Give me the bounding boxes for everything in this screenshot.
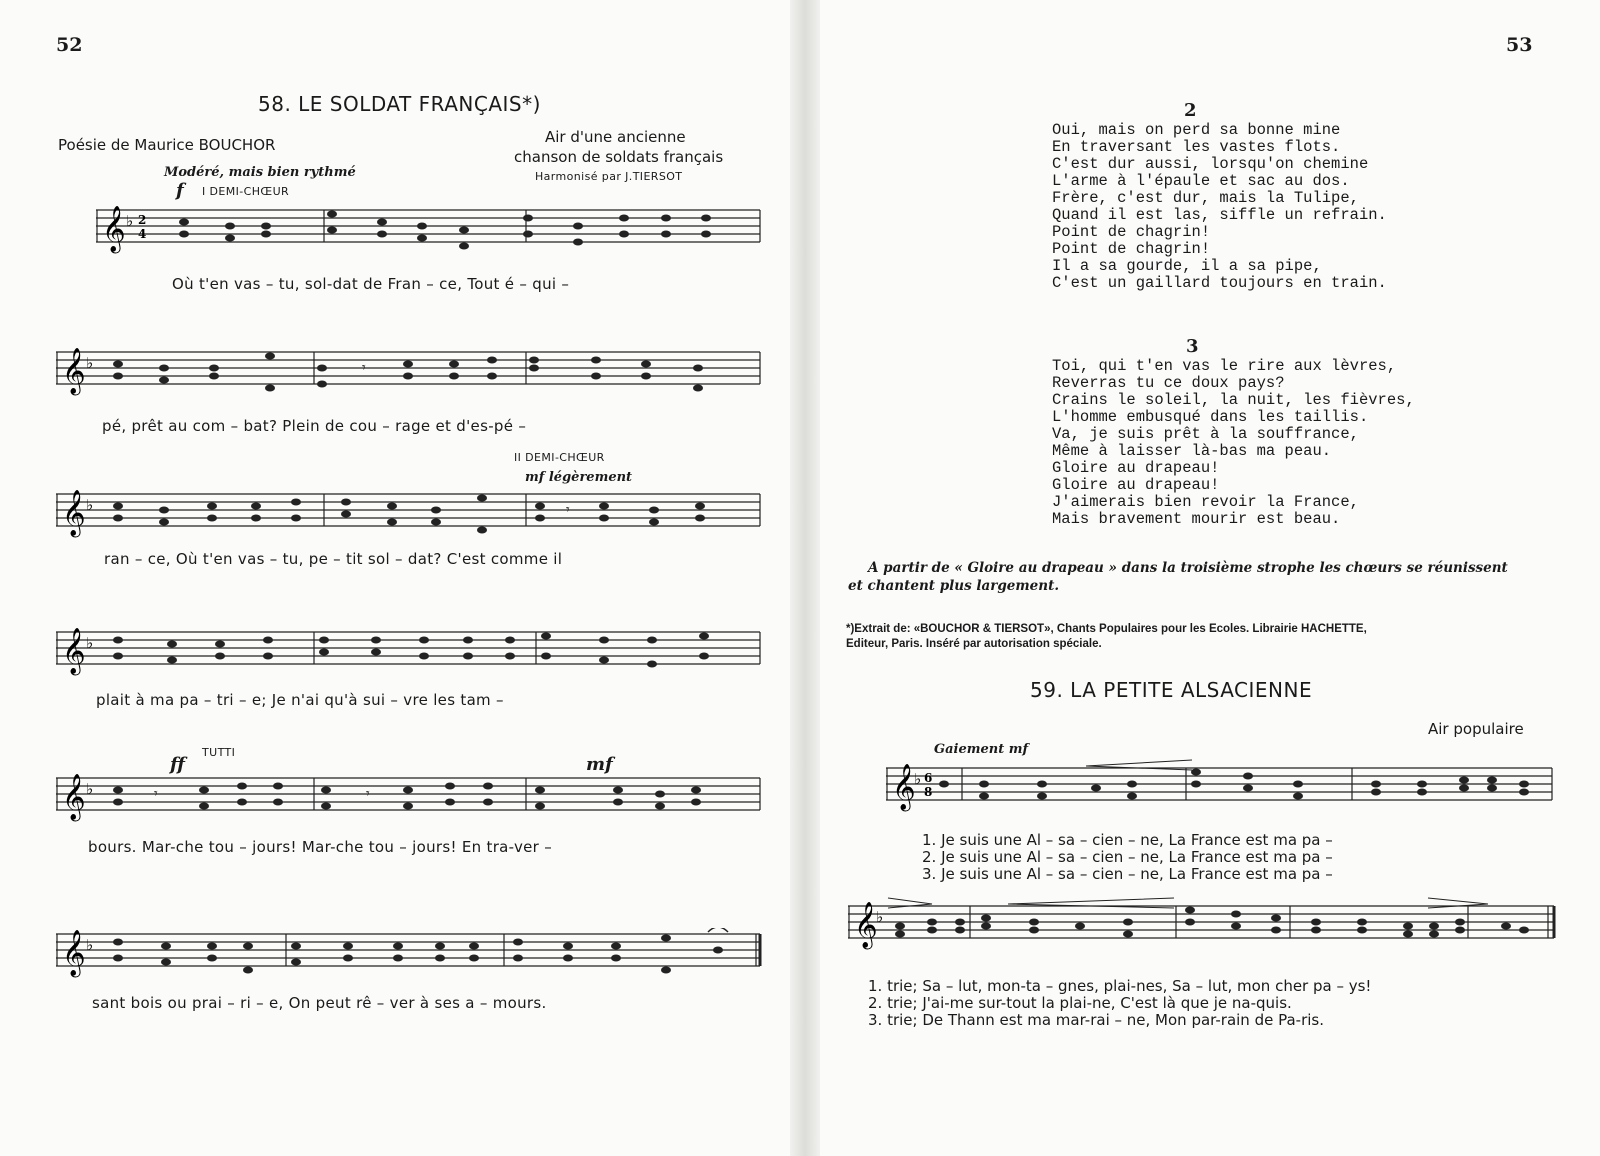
svg-text:♭: ♭ [914,770,922,788]
lyrics-line-2: pé, prêt au com – bat? Plein de cou – rage et d'es-pé – [102,417,527,435]
svg-text:8: 8 [924,785,933,799]
staff-system-3 [56,488,764,538]
svg-text:𝄞: 𝄞 [102,206,126,252]
song2-verse-line: 1. trie; Sa – lut, mon-ta – gnes, plai-nes, Sa – lut, mon cher pa – ys! [868,977,1372,995]
chorus-note [848,559,1508,595]
svg-text:𝄾: 𝄾 [154,786,158,802]
song2-lyrics-system-1 [922,832,1333,883]
svg-text:𝄾: 𝄾 [362,360,366,376]
song2-verse-line: 2. Je suis une Al – sa – cien – ne, La France est ma pa – [922,848,1333,866]
lyrics-line-5: bours. Mar-che tou – jours! Mar-che tou – jours! En tra-ver – [88,838,553,856]
right-page-number: 53 [1506,34,1533,56]
stanza-3 [1052,358,1415,528]
song2-staff-system-2 [848,896,1558,956]
svg-text:𝄞: 𝄞 [854,902,878,948]
dynamic-fortissimo: ff [170,754,185,775]
footnote [846,622,1367,652]
air-line-2: chanson de soldats français [514,148,724,166]
lyrics-line-6: sant bois ou prai – ri – e, On peut rê – ver à ses a – mours. [92,994,547,1012]
song2-verse-line: 3. Je suis une Al – sa – cien – ne, La France est ma pa – [922,865,1333,883]
stanza-3-line: Gloire au drapeau! [1052,476,1220,494]
svg-text:𝄾: 𝄾 [366,786,370,802]
lyrics-line-1: Où t'en vas – tu, sol-dat de Fran – ce, Tout é – qui – [172,275,570,293]
svg-text:𝄾: 𝄾 [566,502,570,518]
song2-verse-line: 2. trie; J'ai-me sur-tout la plai-ne, C'est là que je na-quis. [868,994,1292,1012]
harmonized-credit: Harmonisé par J.TIERSOT [535,170,683,183]
stanza-2-line: Point de chagrin! [1052,223,1211,241]
footnote-line-1: *)Extrait de: «BOUCHOR & TIERSOT», Chants Populaires pour les Ecoles. Librairie HACHETTE, [846,623,1367,635]
staff-system-5 [56,772,764,822]
stanza-2-line: Quand il est las, siffle un refrain. [1052,206,1387,224]
stanza-2-line: En traversant les vastes flots. [1052,138,1341,156]
dynamic-forte: f [176,180,184,201]
stanza-3-line: Toi, qui t'en vas le rire aux lèvres, [1052,357,1397,375]
svg-text:𝄞: 𝄞 [62,774,86,820]
stanza-2 [1052,122,1387,292]
left-page-number: 52 [56,34,83,56]
footnote-line-2: Editeur, Paris. Inséré par autorisation spéciale. [846,638,1102,650]
staff-system-6 [56,928,764,978]
stanza-3-line: J'aimerais bien revoir la France, [1052,493,1359,511]
tempo-marking: Modéré, mais bien rythmé [164,165,356,180]
dynamic-mezzo-forte: mf [586,754,613,775]
tutti-label: TUTTI [202,746,236,759]
stanza-2-line: C'est un gaillard toujours en train. [1052,274,1387,292]
poet-credit: Poésie de Maurice BOUCHOR [58,136,276,154]
stanza-3-line: Même à laisser là-bas ma peau. [1052,442,1332,460]
stanza-3-line: L'homme embusqué dans les taillis. [1052,408,1369,426]
song2-air-credit: Air populaire [1428,720,1524,738]
svg-text:𝄞: 𝄞 [62,348,86,394]
stanza-2-number: 2 [1184,100,1197,121]
song2-verse-line: 1. Je suis une Al – sa – cien – ne, La France est ma pa – [922,831,1333,849]
demi-choeur-1-label: I DEMI-CHŒUR [202,185,290,198]
svg-text:6: 6 [924,771,933,785]
stanza-2-line: Frère, c'est dur, mais la Tulipe, [1052,189,1359,207]
svg-text:𝄞: 𝄞 [892,764,916,810]
stanza-2-line: L'arme à l'épaule et sac au dos. [1052,172,1350,190]
svg-text:𝄞: 𝄞 [62,490,86,536]
svg-text:♭: ♭ [86,780,94,798]
staff-system-2 [56,346,764,396]
song2-tempo: Gaiement mf [934,742,1029,757]
air-line-1: Air d'une ancienne [545,128,686,146]
book-gutter [790,0,820,1156]
svg-text:4: 4 [138,227,147,241]
staff-system-4 [56,626,764,676]
song2-verse-line: 3. trie; De Thann est ma mar-rai – ne, Mon par-rain de Pa-ris. [868,1011,1324,1029]
song2-staff-system-1 [886,758,1556,818]
stanza-2-line: Point de chagrin! [1052,240,1211,258]
stanza-3-line: Reverras tu ce doux pays? [1052,374,1285,392]
svg-text:𝄞: 𝄞 [62,628,86,674]
svg-text:𝄞: 𝄞 [62,930,86,976]
svg-text:♭: ♭ [86,354,94,372]
lyrics-line-4: plait à ma pa – tri – e; Je n'ai qu'à sui – vre les tam – [96,691,504,709]
stanza-3-line: Mais bravement mourir est beau. [1052,510,1341,528]
song2-lyrics-system-2 [868,978,1371,1029]
stanza-2-line: C'est dur aussi, lorsqu'on chemine [1052,155,1369,173]
chorus-note-line-1: A partir de « Gloire au drapeau » dans la troisième strophe les chœurs se réunissent [868,560,1508,576]
stanza-3-line: Va, je suis prêt à la souffrance, [1052,425,1359,443]
chorus-note-line-2: et chantent plus largement. [848,578,1060,594]
stanza-2-line: Oui, mais on perd sa bonne mine [1052,121,1341,139]
svg-text:♭: ♭ [86,936,94,954]
svg-text:♭: ♭ [126,212,134,230]
mf-legerement-marking: mf légèrement [525,470,633,485]
song-title-58: 58. LE SOLDAT FRANÇAIS*) [258,92,541,116]
stanza-3-line: Crains le soleil, la nuit, les fièvres, [1052,391,1415,409]
demi-choeur-2-label: II DEMI-CHŒUR [514,451,605,464]
lyrics-line-3: ran – ce, Où t'en vas – tu, pe – tit sol – dat? C'est comme il [104,550,563,568]
svg-text:♭: ♭ [876,908,884,926]
svg-text:♭: ♭ [86,634,94,652]
song-title-59: 59. LA PETITE ALSACIENNE [1030,678,1313,702]
svg-text:♭: ♭ [86,496,94,514]
stanza-3-number: 3 [1186,336,1199,357]
stanza-3-line: Gloire au drapeau! [1052,459,1220,477]
staff-system-1 [96,204,764,254]
svg-text:2: 2 [138,213,147,227]
stanza-2-line: Il a sa gourde, il a sa pipe, [1052,257,1322,275]
